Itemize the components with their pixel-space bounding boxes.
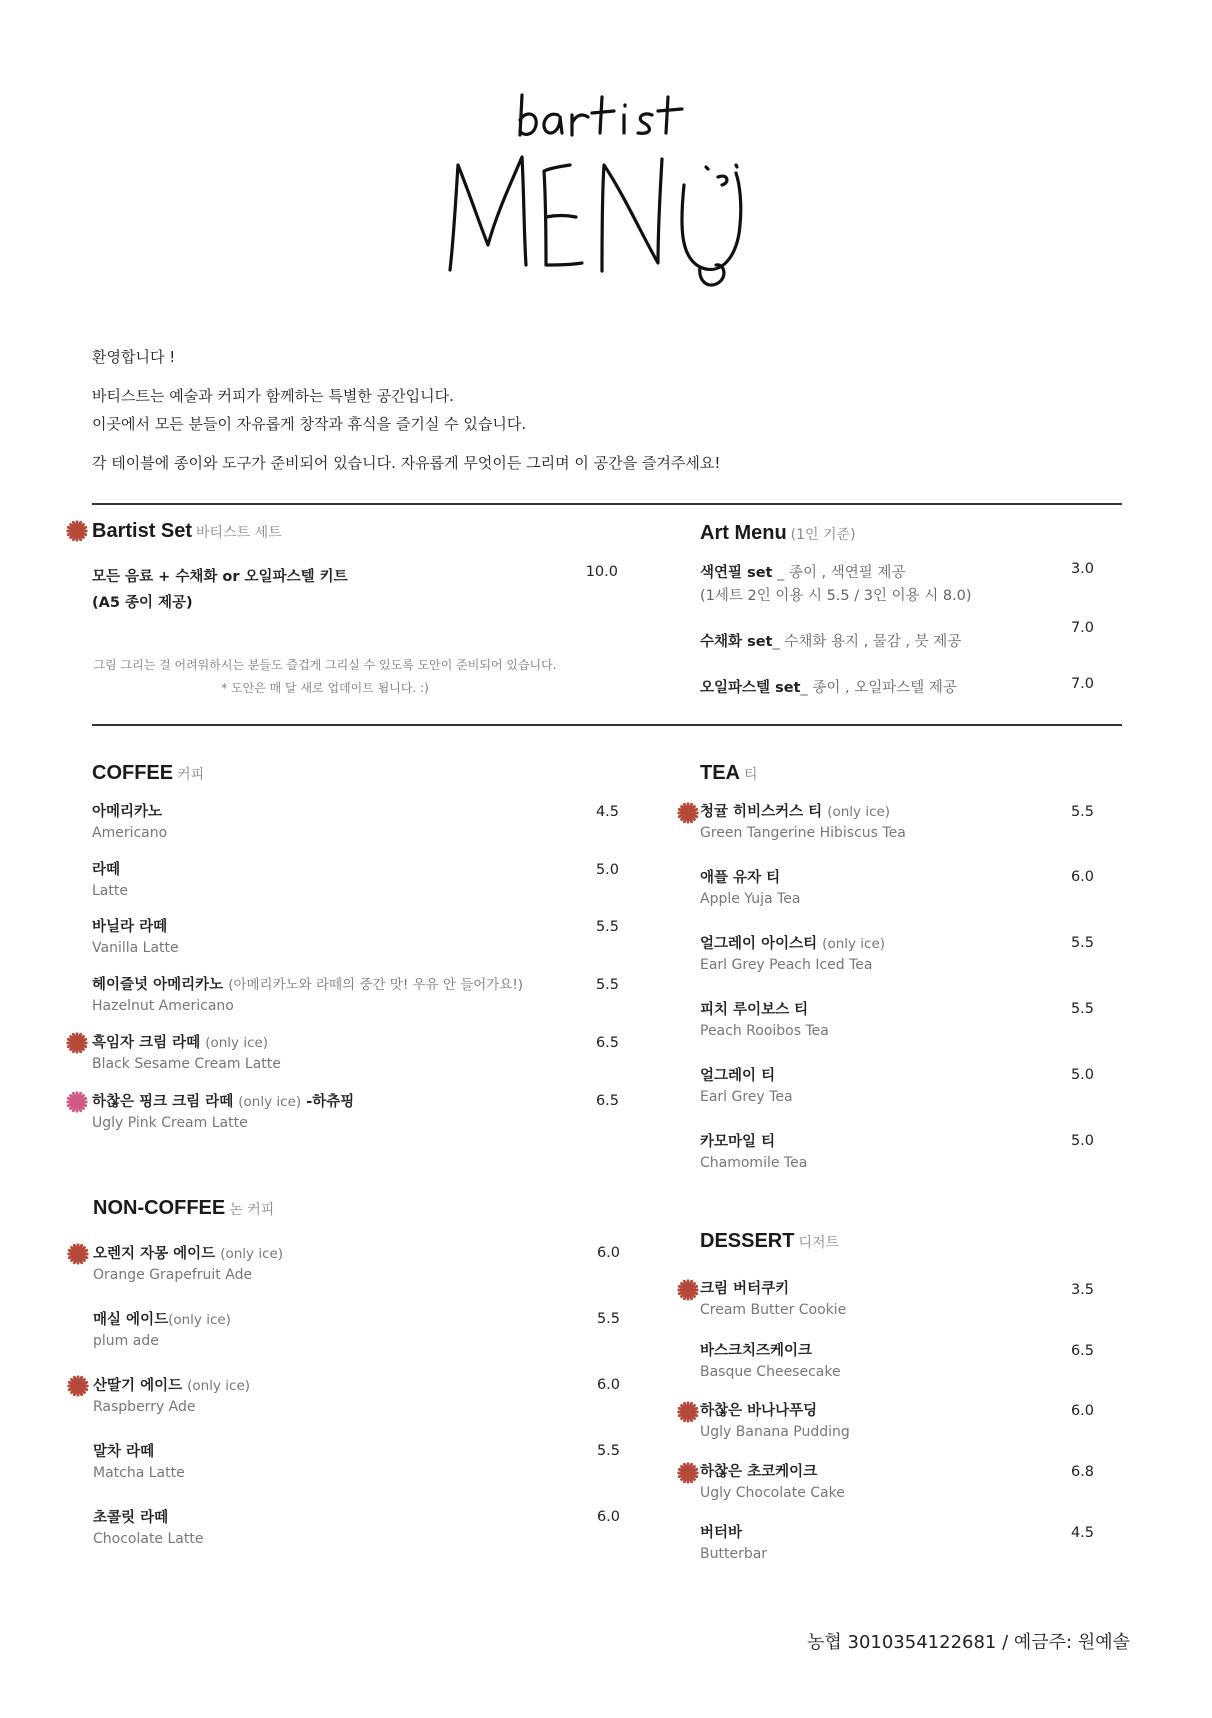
item-name: 하찮은 핑크 크림 라떼 [92,1094,234,1110]
item-name: 얼그레이 티 [700,1068,776,1084]
item-price: 6.0 [596,1377,620,1393]
tea-subtitle: 티 [744,767,758,783]
item-name: 하찮은 바나나푸딩 [700,1403,818,1419]
menu-item [93,1509,203,1548]
menu-item [700,1133,807,1172]
item-english: Orange Grapefruit Ade [93,1267,253,1283]
bartist-set-price: 10.0 [585,564,618,580]
dessert-title: DESSERT [700,1230,795,1252]
item-price: 6.5 [1070,1343,1094,1359]
signature-star-icon [67,1243,89,1265]
item-price: 4.5 [1070,1525,1094,1541]
coffee-title: COFFEE [92,762,174,784]
menu-item [700,1280,846,1319]
item-price: 6.0 [1070,1403,1094,1419]
item-price: 6.5 [595,1035,619,1051]
non-coffee-heading [93,1197,274,1220]
menu-item [93,1245,283,1284]
item-english: Ugly Banana Pudding [700,1424,850,1440]
item-price: 5.5 [595,919,619,935]
greeting: 환영합니다 ! [92,348,176,366]
menu-item [92,976,523,1015]
tea-title: TEA [700,762,740,784]
item-price: 6.0 [596,1245,620,1261]
item-name: 매실 에이드 [93,1312,169,1328]
menu-item [700,1342,841,1381]
item-english: Matcha Latte [93,1465,185,1481]
item-english: plum ade [93,1333,159,1349]
menu-item [93,1311,231,1350]
non-coffee-subtitle: 논 커피 [229,1202,275,1218]
item-name: 얼그레이 아이스티 [700,936,818,952]
art-item-price: 7.0 [1070,676,1094,692]
item-note: (only ice) [238,1094,302,1110]
art-item-colored-pencil [700,561,905,582]
intro-line-2: 이곳에서 모든 분들이 자유롭게 창작과 휴식을 즐기실 수 있습니다. [92,415,527,433]
bartist-set-line-1: 모든 음료 + 수채화 or 오일파스텔 키트 [92,569,348,585]
divider-top [92,503,1122,505]
item-name: 버터바 [700,1525,743,1541]
art-item-name: 색연필 set [700,565,773,581]
pink-star-icon [66,1091,88,1113]
intro-line-3: 각 테이블에 종이와 도구가 준비되어 있습니다. 자유롭게 무엇이든 그리며 이 공간을 즐겨주세요! [92,454,721,472]
menu-item [92,803,167,842]
menu-item [700,1463,845,1502]
item-name: 피치 루이보스 티 [700,1002,809,1018]
menu-logo [430,85,810,295]
item-price: 5.5 [1070,935,1094,951]
menu-item [700,1402,850,1441]
item-name: 바닐라 라떼 [92,919,168,935]
art-menu-title: Art Menu [700,522,787,544]
item-name: 청귤 히비스커스 티 [700,804,823,820]
item-note: (only ice) [822,936,886,952]
item-english: Earl Grey Tea [700,1089,793,1105]
art-menu-heading [700,522,856,545]
item-price: 3.5 [1070,1282,1094,1298]
menu-item [92,918,179,957]
signature-star-icon [677,1279,699,1301]
coffee-heading [92,762,204,785]
divider-middle [92,724,1122,726]
item-english: Chamomile Tea [700,1155,808,1171]
menu-item [92,1093,354,1132]
menu-item [93,1443,185,1482]
signature-star-icon [677,1462,699,1484]
menu-item [92,1034,281,1073]
item-price: 5.5 [595,977,619,993]
item-price: 5.0 [1070,1067,1094,1083]
menu-item [700,869,800,908]
item-name: 애플 유자 티 [700,870,781,886]
item-name: 말차 라떼 [93,1444,155,1460]
item-english: Black Sesame Cream Latte [92,1056,281,1072]
item-price: 5.0 [1070,1133,1094,1149]
item-english: Earl Grey Peach Iced Tea [700,957,873,973]
signature-star-icon [67,1375,89,1397]
item-suffix: -하츄핑 [306,1094,355,1110]
signature-star-icon [66,520,88,542]
item-price: 5.0 [595,862,619,878]
item-name: 카모마일 티 [700,1134,776,1150]
art-item-oil-pastel [700,676,957,697]
bartist-set-item [92,568,348,612]
item-note: (only ice) [827,804,891,820]
item-name: 초콜릿 라떼 [93,1510,169,1526]
item-name: 산딸기 에이드 [93,1378,183,1394]
item-name: 하찮은 초코케이크 [700,1464,818,1480]
item-english: Peach Rooibos Tea [700,1023,829,1039]
item-name: 바스크치즈케이크 [700,1343,813,1359]
item-english: Green Tangerine Hibiscus Tea [700,825,906,841]
bartist-set-caption-1: 그림 그리는 걸 어려워하시는 분들도 즐겁게 그리실 수 있도록 도안이 준비되어 있습니다. [93,658,557,672]
item-name: 오렌지 자몽 에이드 [93,1246,216,1262]
menu-item [700,1067,793,1106]
item-english: Apple Yuja Tea [700,891,801,907]
tea-heading [700,762,758,785]
art-item-desc: _ 수채화 용지 , 물감 , 붓 제공 [772,634,962,650]
item-price: 5.5 [1070,804,1094,820]
item-note: (only ice) [168,1312,231,1328]
art-item-price: 7.0 [1070,620,1094,636]
dessert-subtitle: 디저트 [798,1235,840,1251]
signature-star-icon [66,1032,88,1054]
non-coffee-title: NON-COFFEE [93,1197,226,1219]
item-english: Basque Cheesecake [700,1364,841,1380]
item-price: 5.5 [1070,1001,1094,1017]
item-english: Butterbar [700,1546,768,1562]
item-english: Chocolate Latte [93,1531,204,1547]
item-price: 6.0 [596,1509,620,1525]
menu-item [92,861,128,900]
item-name: 흑임자 크림 라떼 [92,1035,201,1051]
bartist-set-title: Bartist Set [92,520,193,542]
intro-line-1: 바티스트는 예술과 커피가 함께하는 특별한 공간입니다. [92,387,454,405]
item-note: (only ice) [220,1246,284,1262]
item-name: 라떼 [92,862,121,878]
item-note: (아메리카노와 라떼의 중간 맛! 우유 안 들어가요!) [228,977,524,993]
item-english: Ugly Pink Cream Latte [92,1115,248,1131]
bank-account: 농협 3010354122681 / 예금주: 원예솔 [807,1632,1130,1653]
item-english: Americano [92,825,168,841]
item-price: 5.5 [596,1311,620,1327]
dessert-heading [700,1230,839,1253]
item-note: (only ice) [205,1035,269,1051]
menu-item [700,935,885,974]
item-english: Ugly Chocolate Cake [700,1485,845,1501]
signature-star-icon [677,1401,699,1423]
item-price: 4.5 [595,804,619,820]
menu-item [93,1377,250,1416]
coffee-subtitle: 커피 [177,767,205,783]
item-name: 크림 버터쿠키 [700,1281,790,1297]
bartist-set-subtitle: 바티스트 세트 [196,525,282,541]
art-menu-subtitle: (1인 기준) [790,527,856,543]
bartist-set-line-2: (A5 종이 제공) [92,595,193,611]
art-item-watercolor [700,630,961,651]
art-item-note: (1세트 2인 이용 시 5.5 / 3인 이용 시 8.0) [700,588,972,604]
menu-item [700,1524,767,1563]
item-price: 6.5 [595,1093,619,1109]
art-item-name: 오일파스텔 set [700,680,801,696]
menu-item [700,803,906,842]
art-item-desc: _ 종이 , 색연필 제공 [777,565,906,581]
bartist-set-caption-2: * 도안은 매 달 새로 업데이트 됩니다. :) [221,681,429,695]
item-price: 6.8 [1070,1464,1094,1480]
art-item-name: 수채화 set [700,634,773,650]
item-note: (only ice) [187,1378,251,1394]
menu-item [700,1001,829,1040]
item-english: Latte [92,883,128,899]
art-item-price: 3.0 [1070,561,1094,577]
item-price: 6.0 [1070,869,1094,885]
item-name: 헤이즐넛 아메리카노 [92,977,224,993]
item-name: 아메리카노 [92,804,163,820]
item-english: Cream Butter Cookie [700,1302,847,1318]
signature-star-icon [677,802,699,824]
item-price: 5.5 [596,1443,620,1459]
item-english: Hazelnut Americano [92,998,234,1014]
item-english: Raspberry Ade [93,1399,196,1415]
art-item-desc: _ 종이 , 오일파스텔 제공 [800,680,957,696]
bartist-set-heading [92,520,282,543]
item-english: Vanilla Latte [92,940,179,956]
